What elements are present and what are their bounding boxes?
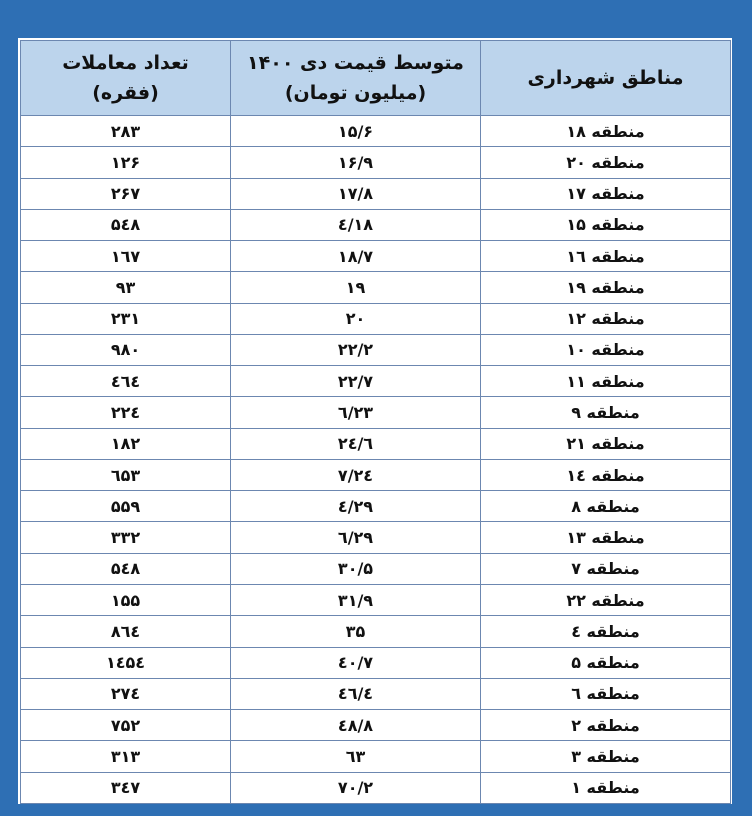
- table-row: [21, 459, 731, 490]
- count-cell: ۲۷٤: [21, 678, 231, 709]
- price-cell: ۱۸/٤: [231, 209, 481, 240]
- price-table: [20, 40, 731, 804]
- table-row: [21, 209, 731, 240]
- count-cell: ۹۸۰: [21, 334, 231, 365]
- region-cell: منطقه ۸: [481, 491, 731, 522]
- table-body: [21, 116, 731, 804]
- price-cell: ۲۳/٦: [231, 397, 481, 428]
- region-cell: منطقه ۱۳: [481, 522, 731, 553]
- count-cell: ۱۸۲: [21, 428, 231, 459]
- count-cell: ۲۶۷: [21, 178, 231, 209]
- table-row: [21, 428, 731, 459]
- price-cell: ۱۸/۷: [231, 241, 481, 272]
- count-cell: ۱٦۷: [21, 241, 231, 272]
- price-cell: ۱۶/۹: [231, 147, 481, 178]
- count-cell: ۲۸۳: [21, 116, 231, 147]
- region-cell: منطقه ۱۵: [481, 209, 731, 240]
- count-cell: ٦۵۳: [21, 459, 231, 490]
- price-cell: ٤۸/۸: [231, 710, 481, 741]
- region-cell: منطقه ۳: [481, 741, 731, 772]
- region-cell: منطقه ۷: [481, 553, 731, 584]
- price-cell: ۱۷/۸: [231, 178, 481, 209]
- table-row: [21, 522, 731, 553]
- region-cell: منطقه ۲: [481, 710, 731, 741]
- table-row: [21, 366, 731, 397]
- header-count-title: تعداد معاملات: [62, 52, 189, 74]
- table-row: [21, 334, 731, 365]
- count-cell: ۵۵۹: [21, 491, 231, 522]
- table-row: [21, 647, 731, 678]
- table-row: [21, 553, 731, 584]
- price-cell: ۳۰/۵: [231, 553, 481, 584]
- price-cell: ۲۹/٦: [231, 522, 481, 553]
- region-cell: منطقه ٤: [481, 616, 731, 647]
- count-cell: ۹۳: [21, 272, 231, 303]
- price-cell: ۲۲/۲: [231, 334, 481, 365]
- price-cell: ۲۹/٤: [231, 491, 481, 522]
- region-cell: منطقه ۱۷: [481, 178, 731, 209]
- table-row: [21, 584, 731, 615]
- table-row: [21, 147, 731, 178]
- count-cell: ٤٦٤: [21, 366, 231, 397]
- count-cell: ۱۵۵: [21, 584, 231, 615]
- region-cell: منطقه ۱۸: [481, 116, 731, 147]
- count-cell: ۲۳۱: [21, 303, 231, 334]
- price-cell: ۷۰/۲: [231, 772, 481, 803]
- table-row: [21, 397, 731, 428]
- region-cell: منطقه ۲۲: [481, 584, 731, 615]
- count-cell: ۱٤۵٤: [21, 647, 231, 678]
- count-cell: ۳۱۳: [21, 741, 231, 772]
- count-cell: ۵٤۸: [21, 209, 231, 240]
- count-cell: ۷۵۲: [21, 710, 231, 741]
- price-cell: ۱۹: [231, 272, 481, 303]
- table-row: [21, 772, 731, 803]
- table-row: [21, 616, 731, 647]
- price-cell: ۳۱/۹: [231, 584, 481, 615]
- price-cell: ٤٦/٤: [231, 678, 481, 709]
- price-cell: ۲۰: [231, 303, 481, 334]
- region-cell: منطقه ۲۱: [481, 428, 731, 459]
- region-cell: منطقه ۱۱: [481, 366, 731, 397]
- region-cell: منطقه ۱۲: [481, 303, 731, 334]
- table-row: [21, 741, 731, 772]
- header-row: [21, 41, 731, 116]
- region-cell: منطقه ۱٦: [481, 241, 731, 272]
- region-cell: منطقه ۲۰: [481, 147, 731, 178]
- region-cell: منطقه ۱٤: [481, 459, 731, 490]
- table-row: [21, 241, 731, 272]
- count-cell: ۱۲۶: [21, 147, 231, 178]
- table-row: [21, 678, 731, 709]
- table-row: [21, 710, 731, 741]
- header-price-unit: (میلیون تومان): [284, 82, 427, 104]
- region-cell: منطقه ۹: [481, 397, 731, 428]
- header-count: [21, 41, 231, 116]
- region-cell: منطقه ۵: [481, 647, 731, 678]
- price-cell: ۳۵: [231, 616, 481, 647]
- header-price-title: متوسط قیمت دی ۱۴۰۰: [247, 52, 464, 74]
- region-cell: منطقه ۱۰: [481, 334, 731, 365]
- region-cell: منطقه ٦: [481, 678, 731, 709]
- region-cell: منطقه ۱۹: [481, 272, 731, 303]
- region-cell: منطقه ۱: [481, 772, 731, 803]
- header-price: [231, 41, 481, 116]
- count-cell: ۳۳۲: [21, 522, 231, 553]
- price-cell: ۲٤/۷: [231, 459, 481, 490]
- header-region: [481, 41, 731, 116]
- table-row: [21, 303, 731, 334]
- count-cell: ۳٤۷: [21, 772, 231, 803]
- price-cell: ٤۰/۷: [231, 647, 481, 678]
- count-cell: ۵٤۸: [21, 553, 231, 584]
- table-row: [21, 272, 731, 303]
- table-row: [21, 178, 731, 209]
- count-cell: ۸٦٤: [21, 616, 231, 647]
- price-cell: ۲٤/٦: [231, 428, 481, 459]
- price-cell: ۲۲/۷: [231, 366, 481, 397]
- header-count-unit: (فقره): [92, 82, 159, 104]
- table-row: [21, 116, 731, 147]
- price-cell: ٦۳: [231, 741, 481, 772]
- price-cell: ۱۵/۶: [231, 116, 481, 147]
- count-cell: ۲۲٤: [21, 397, 231, 428]
- table-row: [21, 491, 731, 522]
- header-region-label: مناطق شهرداری: [527, 67, 684, 89]
